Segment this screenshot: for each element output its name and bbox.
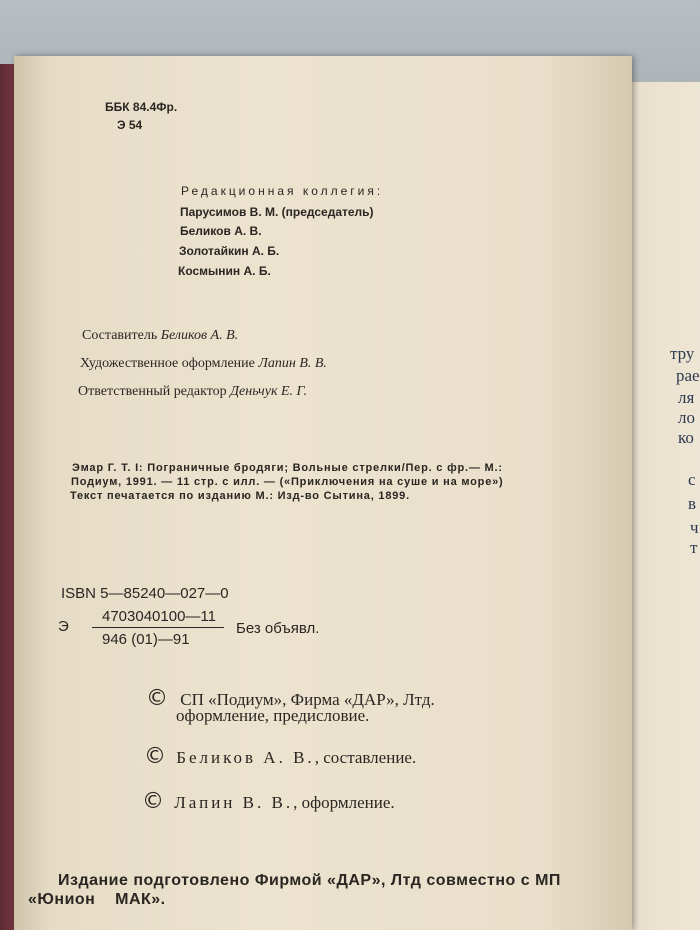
credit-editor (78, 384, 307, 400)
editorial-member: Парусимов В. М. (председатель) (180, 205, 374, 219)
copyright-scope: оформление, предисловие. (176, 706, 370, 725)
bbk-code: ББК 84.4Фр. (105, 100, 178, 114)
page-fragment: тру (670, 344, 695, 363)
copyright-icon: © (144, 744, 166, 769)
page-fragment: ч (690, 518, 699, 537)
copyright-block (144, 744, 416, 769)
bibliography-line: Подиум, 1991. — 11 стр. с илл. — («Приключения на суше и на море») (71, 476, 504, 488)
editorial-member: Золотайкин А. Б. (179, 244, 280, 258)
editorial-member: Космынин А. Б. (178, 264, 271, 278)
copyright-holder: СП «Подиум», Фирма «ДАР», Лтд. (180, 690, 435, 709)
credit-name: Лапин В. В. (258, 356, 327, 371)
catalog-note: Без объявл. (236, 620, 320, 637)
credit-art-design (80, 356, 327, 372)
publication-note: Издание подготовлено Фирмой «ДАР», Лтд совместно с МП (58, 872, 561, 889)
credit-name: Беликов А. В. (160, 328, 239, 343)
catalog-letter: Э (58, 618, 69, 635)
copyright-icon: © (142, 789, 164, 814)
bibliography-line: Текст печатается по изданию М.: Изд-во Сытина, 1899. (70, 490, 410, 502)
publication-note-continued: «Юнион МАК». (28, 891, 166, 908)
catalog-numerator: 4703040100—11 (102, 608, 216, 625)
page-fragment: ля (678, 388, 695, 407)
fraction-bar (92, 627, 224, 628)
copyright-icon: © (146, 686, 168, 711)
bibliography-line: Эмар Г. Т. I: Пограничные бродяги; Вольные стрелки/Пер. с фр.— М.: (72, 462, 503, 474)
copyright-holder: Лапин В. В. (174, 793, 294, 812)
copyright-scope: , составление. (314, 748, 417, 767)
copyright-scope: , оформление. (293, 793, 395, 812)
book-page (14, 56, 632, 930)
catalog-denominator: 946 (01)—91 (102, 631, 190, 648)
page-fragment: рае (676, 366, 700, 385)
page-fragment: с (688, 470, 696, 489)
bbk-index: Э 54 (117, 118, 143, 132)
credit-role: Художественное оформление (80, 356, 255, 371)
credit-name: Деньчук Е. Г. (230, 384, 307, 399)
isbn: ISBN 5—85240—027—0 (61, 585, 229, 602)
credit-role: Составитель (82, 328, 158, 343)
copyright-holder: Беликов А. В. (176, 748, 315, 767)
copyright-block (142, 789, 395, 814)
credit-compiler (82, 328, 238, 344)
credit-role: Ответственный редактор (78, 384, 227, 399)
page-fragment: в (688, 494, 697, 513)
page-fragment: т (690, 538, 698, 557)
editorial-board-heading: Редакционная коллегия: (181, 184, 384, 198)
page-fragment: ло (678, 408, 695, 427)
page-fragment: ко (678, 428, 694, 447)
editorial-member: Беликов А. В. (180, 224, 262, 238)
